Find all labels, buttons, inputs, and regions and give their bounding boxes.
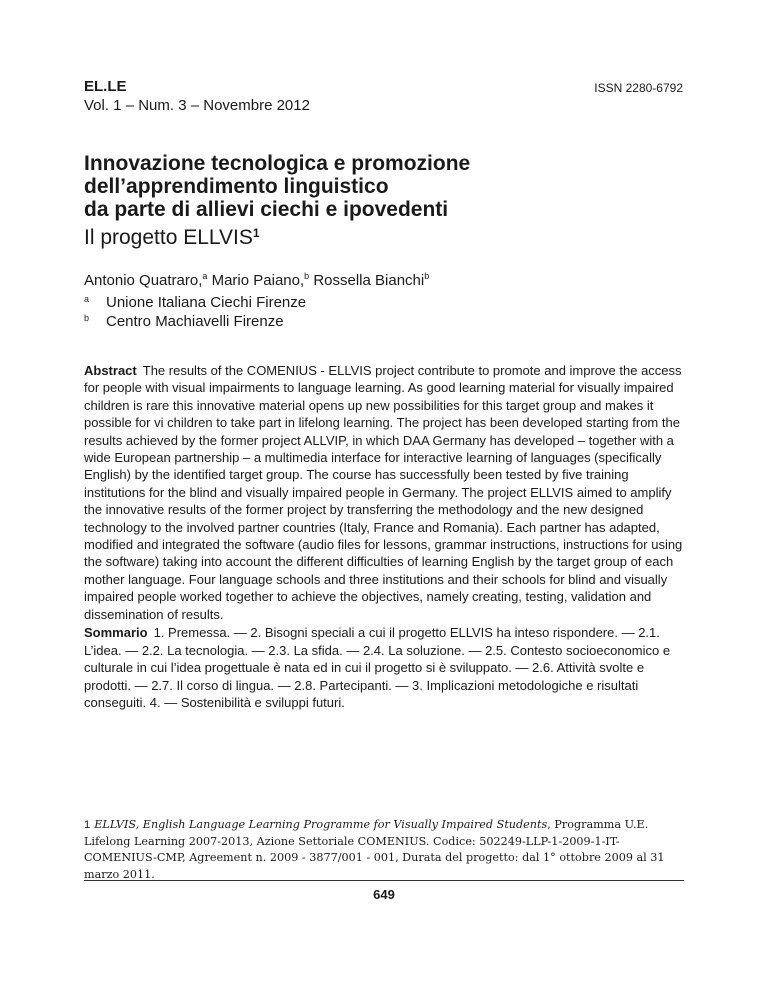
abstract-heading: Abstract bbox=[84, 363, 137, 378]
affiliation-name: Centro Machiavelli Firenze bbox=[106, 313, 284, 330]
footnote-number: 1 bbox=[84, 819, 91, 831]
author-name: Antonio Quatraro, bbox=[84, 272, 203, 289]
subtitle-text: Il progetto ELLVIS bbox=[84, 226, 253, 249]
issn: ISSN 2280-6792 bbox=[594, 81, 683, 95]
summary bbox=[84, 624, 684, 712]
author-affil-mark: b bbox=[424, 271, 430, 281]
title-line-1: Innovazione tecnologica e promozione bbox=[84, 152, 471, 175]
article-subtitle bbox=[84, 221, 684, 250]
footnote-italic: ELLVIS, English Language Learning Programme for Visually Impaired Students bbox=[94, 818, 548, 831]
author-affil-mark: a bbox=[202, 271, 208, 281]
footnote-text: , Programma U.E. Lifelong Learning 2007-2013, Azione Settoriale COMENIUS. Codice: 502249-LLP-1-2009-1-IT-COMENIUS-CMP, Agreement n. 2009 - 3877/001 - 001, Durata del progetto: dal 1° ottobre 2009 al 31 marzo 2011. bbox=[84, 818, 665, 881]
footer-rule bbox=[84, 880, 684, 881]
author-list bbox=[84, 266, 429, 291]
title-line-3: da parte di allievi ciechi e ipovedenti bbox=[84, 198, 449, 221]
title-line-2: dell’apprendimento linguistico bbox=[84, 175, 389, 198]
footnote bbox=[84, 817, 684, 883]
article-title bbox=[84, 152, 684, 250]
affiliation-name: Unione Italiana Ciechi Firenze bbox=[106, 294, 307, 311]
author-name: Mario Paiano, bbox=[207, 272, 305, 289]
author-name: Rossella Bianchi bbox=[309, 272, 425, 289]
journal-header bbox=[84, 78, 310, 116]
journal-issue: Vol. 1 – Num. 3 – Novembre 2012 bbox=[84, 97, 310, 114]
title-footnote-mark: 1 bbox=[252, 226, 260, 240]
journal-name: EL.LE bbox=[84, 78, 127, 95]
summary-text: 1. Premessa. — 2. Bisogni speciali a cui il progetto ELLVIS ha inteso rispondere. — 2.1. L’idea. — 2.2. La tecnologia. — 2.3. La sfida. — 2.4. La soluzione. — 2.5. Contesto socioeconomico e culturale in cui l’idea progettuale è nata ed in cui il progetto si è sviluppato. — 2.6. Attività svolte e prodotti. — 2.7. Il corso di lingua. — 2.8. Partecipanti. — 3. Implicazioni metodologiche e risultati conseguiti. 4. — Sostenibilità e sviluppi futuri. bbox=[84, 625, 671, 711]
affiliation bbox=[84, 308, 284, 332]
affiliation-mark: b bbox=[84, 313, 90, 323]
author-affil-mark: b bbox=[304, 271, 310, 281]
affiliation-mark: a bbox=[84, 294, 90, 304]
abstract bbox=[84, 362, 684, 623]
page-number: 649 bbox=[373, 887, 395, 902]
summary-heading: Sommario bbox=[84, 625, 148, 640]
abstract-text: The results of the COMENIUS - ELLVIS project contribute to promote and improve the access for people with visual impairments to language learning. As good learning material for visually impaired children is rare this innovative material opens up new possibilities for this target group and makes it possible for vi children to take part in lifelong learning. The project has been developed starting from the results achieved by the former project ALLVIP, in which DAA Germany has developed – together with a wide European partnership – a multimedia interface for interactive learning of languages (specifically English) by the identified target group. The course has successfully been tested by five training institutions for the blind and visually impaired people in Germany. The project ELLVIS aimed to amplify the innovative results of the former project by transferring the methodology and the new designed technology to the involved partner countries (Italy, France and Romania). Each partner has adapted, modified and integrated the software (audio files for lessons, grammar instructions, instructions for using the software) taking into account the different difficulties of learning English by the target group of each mother language. Four language schools and three institutions and their schools for blind and visually impaired people worked together to achieve the objectives, namely creating, testing, validation and dissemination of results. bbox=[84, 363, 683, 622]
